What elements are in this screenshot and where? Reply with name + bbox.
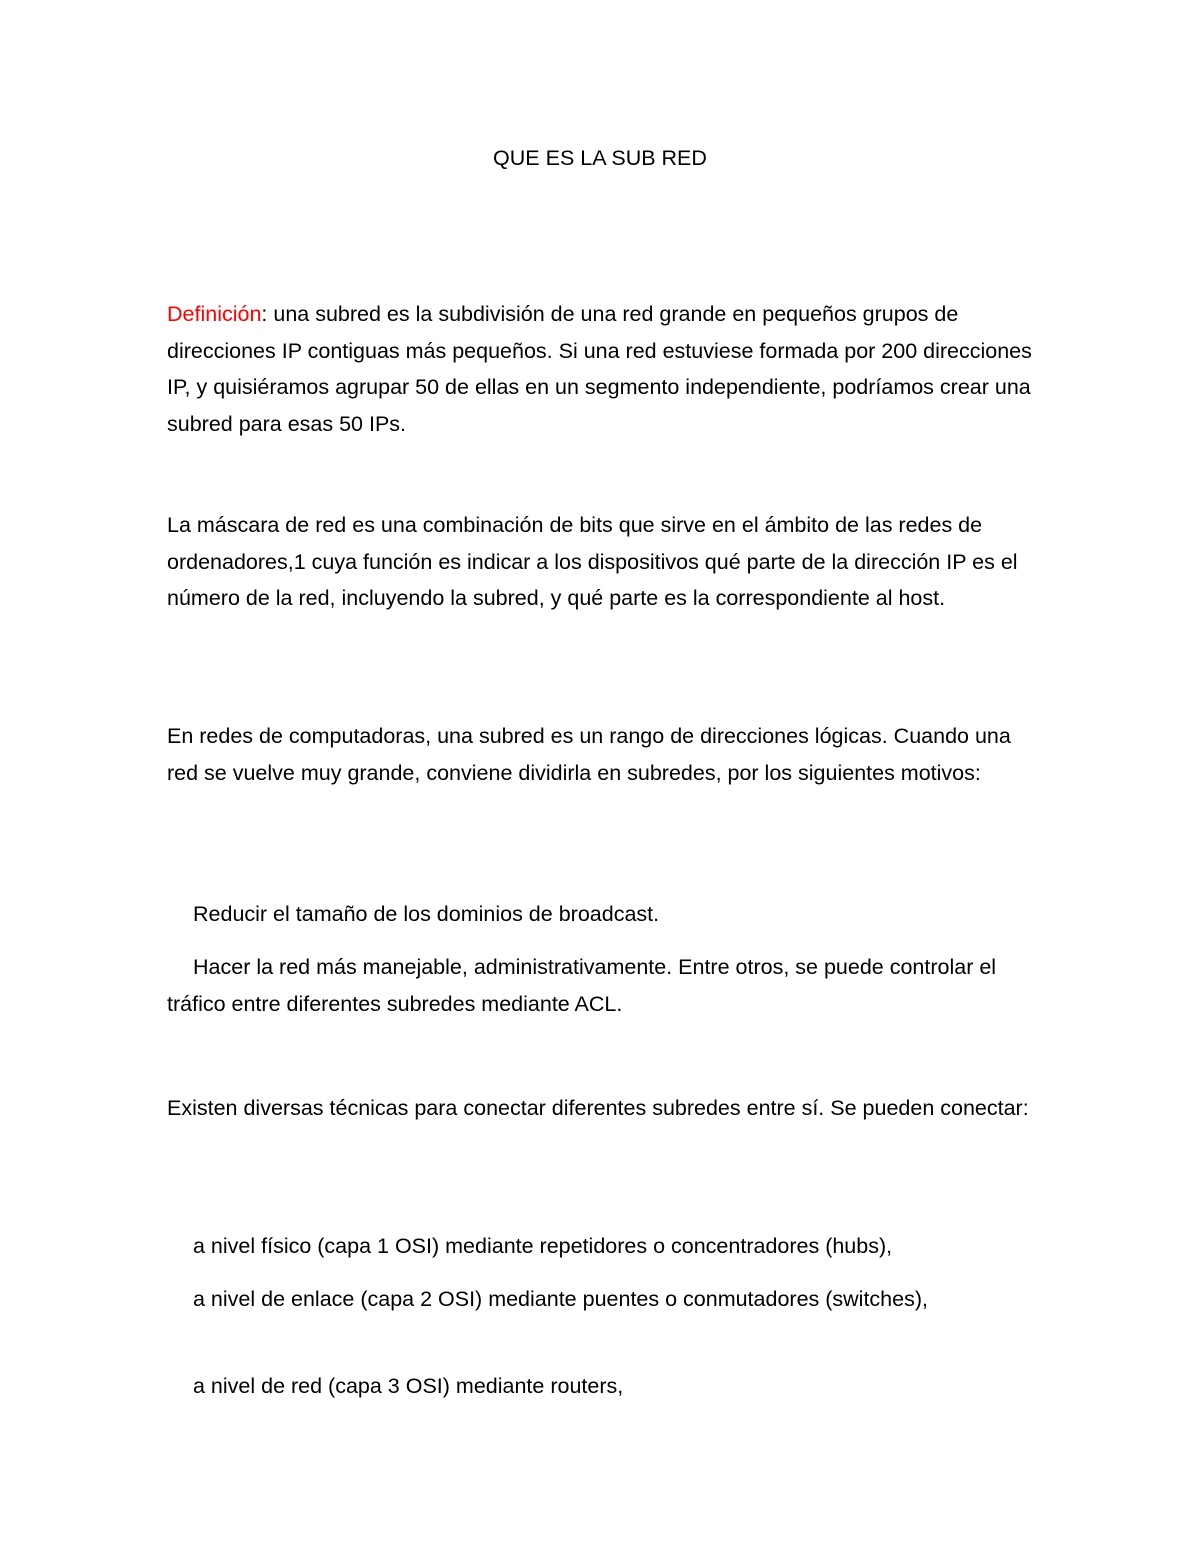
subnet-paragraph: En redes de computadoras, una subred es un rango de direcciones lógicas. Cuando una red se vuelve muy grande, conviene dividirla en subredes, por los siguientes motivos: [167, 724, 1011, 785]
techniques-paragraph: Existen diversas técnicas para conectar diferentes subredes entre sí. Se pueden conectar: [167, 1096, 1029, 1120]
definition-label: Definición [167, 302, 262, 326]
reason-item-2: Hacer la red más manejable, administrativamente. Entre otros, se puede controlar el tráfico entre diferentes subredes mediante ACL. [167, 955, 997, 1016]
mask-paragraph: La máscara de red es una combinación de bits que sirve en el ámbito de las redes de ordenadores,1 cuya función es indicar a los dispositivos qué parte de la dirección IP es el número de la red, incluyendo la subred, y qué parte es la correspondiente al host. [167, 513, 1018, 610]
reason-item-1: Reducir el tamaño de los dominios de broadcast. [193, 902, 660, 926]
technique-item-3: a nivel de red (capa 3 OSI) mediante routers, [193, 1374, 624, 1398]
definition-paragraph [167, 296, 1047, 442]
technique-item-2: a nivel de enlace (capa 2 OSI) mediante puentes o conmutadores (switches), [193, 1287, 928, 1311]
technique-item-1: a nivel físico (capa 1 OSI) mediante repetidores o concentradores (hubs), [193, 1234, 893, 1258]
definition-text: : una subred es la subdivisión de una red grande en pequeños grupos de direcciones IP contiguas más pequeños. Si una red estuviese formada por 200 direcciones IP, y quisiéramos agrupar 50 de ellas en un segmento independiente, podríamos crear una subred para esas 50 IPs. [167, 302, 1032, 436]
page-title: QUE ES LA SUB RED [493, 146, 707, 170]
